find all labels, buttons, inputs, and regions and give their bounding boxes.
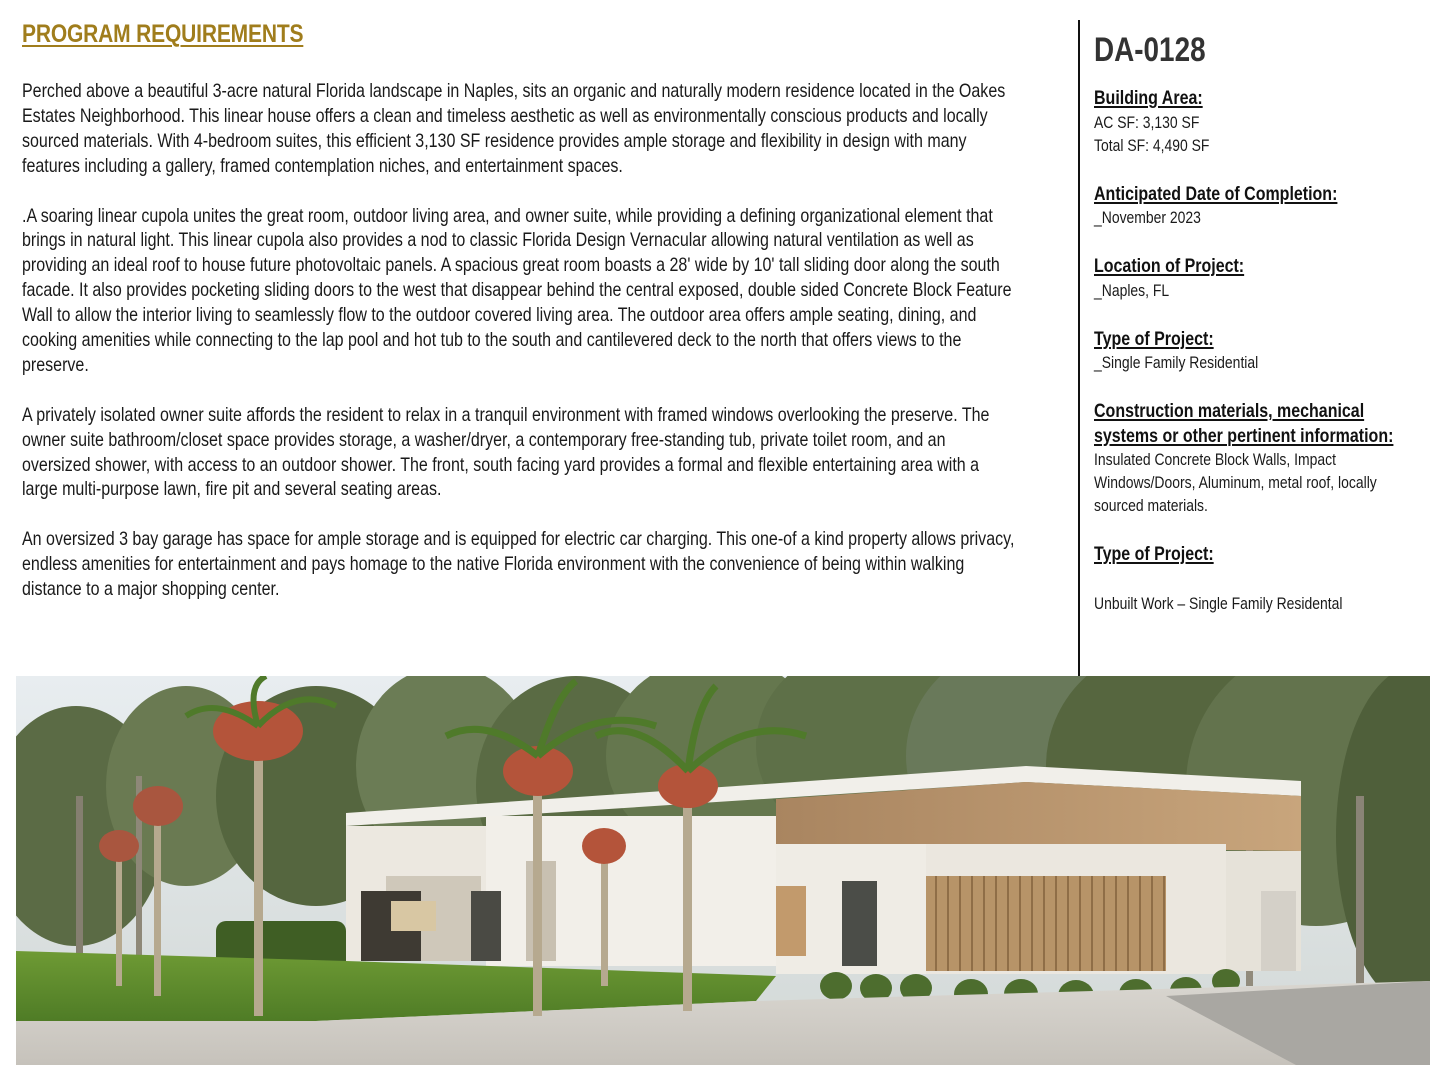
paragraph-garage: An oversized 3 bay garage has space for ample storage and is equipped for electric car charging. This one-of a kind property allows privacy, endless amenities for entertainment and pays homage to the native Florida environment with the convenience of being within walking distance to a major shopping center. <box>22 529 1015 601</box>
project-type-value: _Single Family Residential <box>1094 353 1259 372</box>
location-value: _Naples, FL <box>1094 280 1170 300</box>
total-sf-value: Total SF: 4,490 SF <box>1094 135 1210 155</box>
completion-value: _November 2023 <box>1094 208 1201 227</box>
location-heading: Location of Project: <box>1094 255 1245 277</box>
project-type-value-2: Unbuilt Work – Single Family Residental <box>1094 593 1343 613</box>
project-id: DA-0128 <box>1094 31 1206 69</box>
program-requirements-heading: PROGRAM REQUIREMENTS <box>22 20 304 48</box>
paragraph-intro: Perched above a beautiful 3-acre natural Florida landscape in Naples, sits an organic and naturally modern residence located in the Oakes Estates Neighborhood. This linear house offers a clean and timeless aesthetic as well as environmentally conscious products and locally sourced materials. With 4-bedroom suites, this efficient 3,130 SF residence provides ample storage and flexibility in design with many features including a gallery, framed contemplation niches, and entertainment spaces. <box>22 81 1006 177</box>
construction-heading: Construction materials, mechanical systems or other pertinent information: <box>1094 400 1394 447</box>
program-description <box>22 80 1016 628</box>
project-info-sidebar <box>1094 30 1422 615</box>
completion-heading: Anticipated Date of Completion: <box>1094 182 1338 205</box>
construction-value: Insulated Concrete Block Walls, Impact Windows/Doors, Aluminum, metal roof, locally sourced materials. <box>1094 450 1377 515</box>
building-area-heading: Building Area: <box>1094 87 1203 109</box>
project-type-heading-2: Type of Project: <box>1094 543 1214 565</box>
project-type-heading: Type of Project: <box>1094 327 1214 350</box>
ac-sf-value: AC SF: 3,130 SF <box>1094 112 1200 132</box>
column-divider <box>1078 20 1080 678</box>
house-rendering-image <box>16 676 1430 1065</box>
paragraph-owner-suite: A privately isolated owner suite affords the resident to relax in a tranquil environment with framed windows overlooking the preserve. The owner suite bathroom/closet space provides storage, a washer/dryer, a contemporary free-standing tub, private toilet room, and an oversized shower, with access to an outdoor shower. The front, south facing yard provides a formal and flexible entertaining area with a large multi-purpose lawn, fire pit and several seating areas. <box>22 404 990 501</box>
paragraph-cupola: .A soaring linear cupola unites the great room, outdoor living area, and owner suite, while providing a defining organizational element that brings in natural light. This linear cupola also provides a nod to classic Florida Design Vernacular allowing natural ventilation as well as providing an ideal roof to house future photovoltaic panels. A spacious great room boasts a 28' wide by 10' tall sliding door along the south facade. It also provides pocketing sliding doors to the west that disappear behind the central exposed, double sided Concrete Block Feature Wall to allow the interior living to seamlessly flow to the outdoor covered living area. The outdoor area offers ample seating, dining, and cooking amenities while connecting to the lap pool and hot tub to the south and cantilevered deck to the north that offers views to the preserve. <box>22 205 1012 376</box>
